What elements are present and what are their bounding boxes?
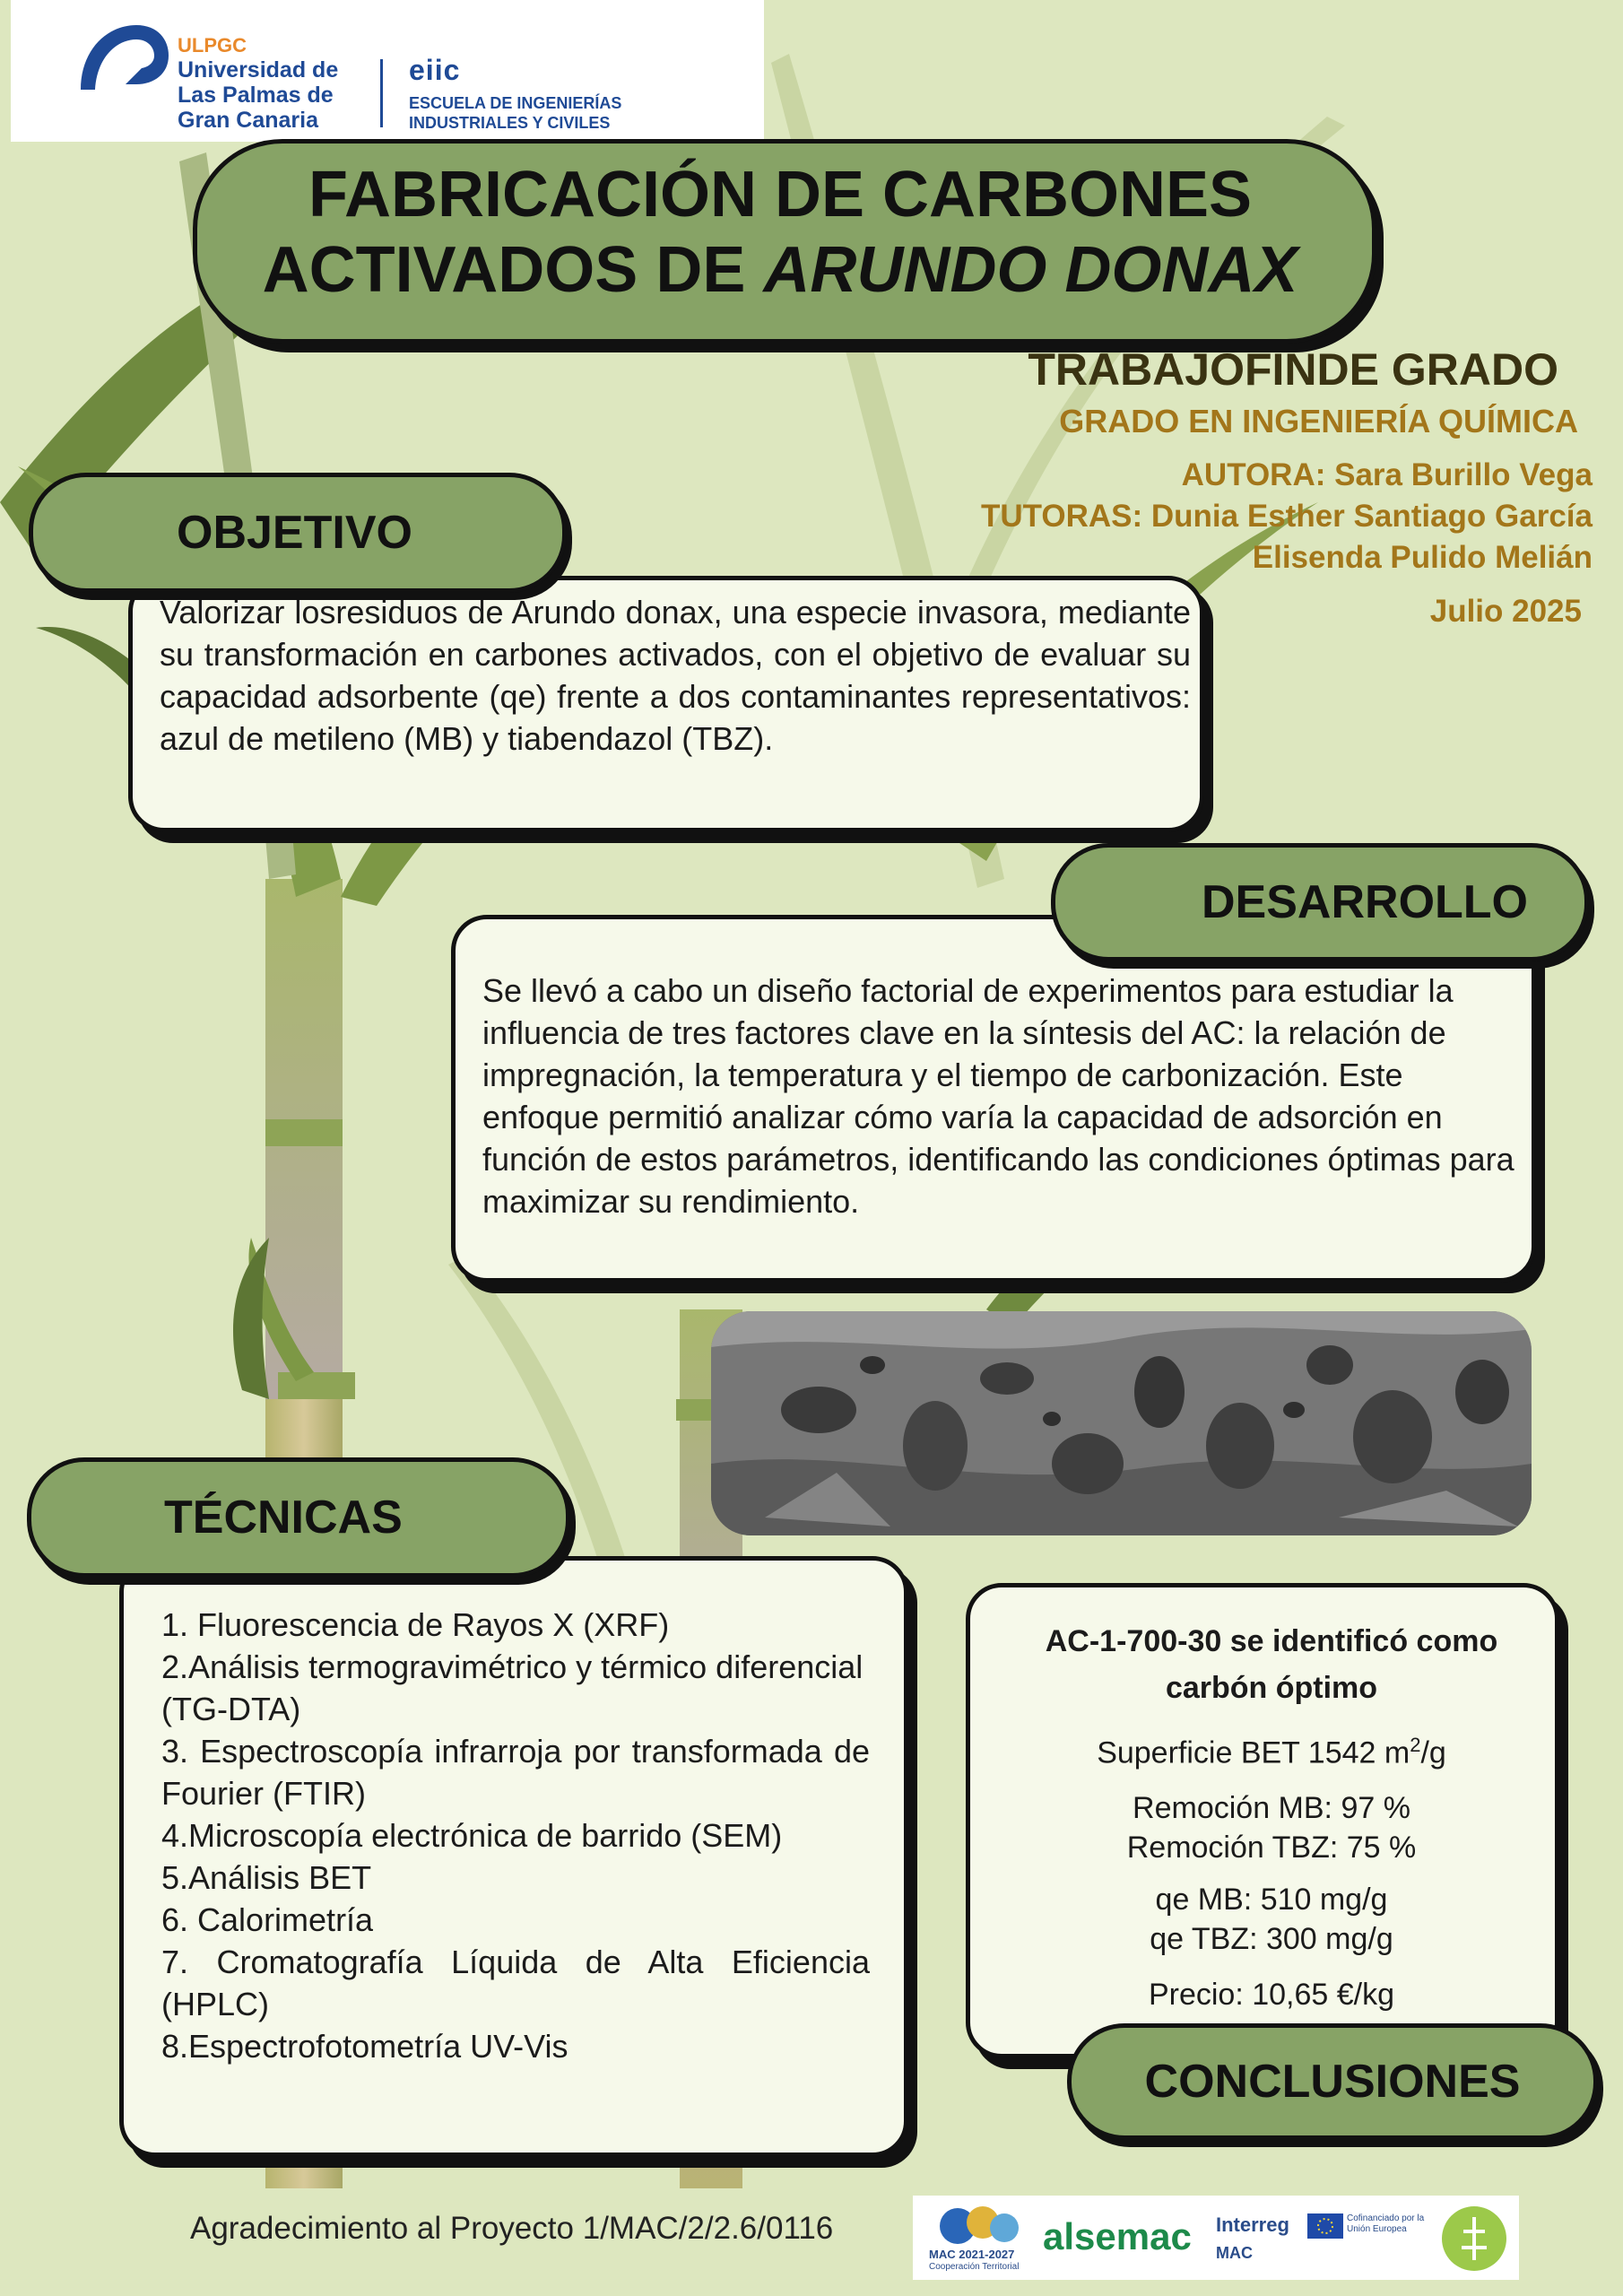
conclusions-card — [966, 1583, 1559, 2058]
conclusions-heading: CONCLUSIONES — [1144, 2056, 1521, 2108]
eu-flag-icon — [1307, 2213, 1343, 2239]
degree-name: GRADO EN INGENIERÍA QUÍMICA — [1059, 403, 1578, 439]
title-line-1: FABRICACIÓN DE CARBONES — [308, 159, 1253, 230]
mac-logo-sublabel: Cooperación Territorial — [929, 2262, 1020, 2272]
technique-item-5: 5.Análisis BET — [161, 1859, 372, 1896]
bet-surface-exponent: 2 — [1410, 1734, 1421, 1756]
objective-heading: OBJETIVO — [177, 507, 412, 559]
alsemac-logo: alsemac — [1043, 2215, 1192, 2257]
sem-micrograph-image — [711, 1311, 1532, 1535]
objective-card — [128, 576, 1204, 832]
techniques-list — [161, 1604, 870, 2067]
price: Precio: 10,65 €/kg — [1148, 1978, 1395, 2013]
mac-logo-label: MAC 2021-2027 — [929, 2248, 1015, 2261]
tutors: TUTORAS: Dunia Esther Santiago García — [981, 499, 1593, 534]
eu-cofinancing-label: Cofinanciado por la Unión Europea — [1347, 2213, 1425, 2234]
ulpgc-full-name: Universidad de Las Palmas de Gran Canaria — [178, 57, 339, 133]
title-line-2-italic: ARUNDO DONAX — [763, 234, 1298, 306]
title-line-2 — [193, 232, 1367, 308]
development-heading-pill — [1051, 843, 1589, 961]
qe-tbz: qe TBZ: 300 mg/g — [1150, 1922, 1393, 1957]
techniques-card — [119, 1556, 908, 2157]
eiic-brand: eiic — [409, 54, 461, 86]
interreg-mac-label: MAC — [1216, 2244, 1253, 2262]
date: Julio 2025 — [1429, 594, 1582, 629]
optimal-carbon-highlight: AC-1-700-30 se identificó como carbón óptimo — [1045, 1624, 1498, 1705]
development-card — [451, 915, 1536, 1283]
technique-item-7: 7. Cromatografía Líquida de Alta Eficiencia (HPLC) — [161, 1944, 870, 2022]
technique-item-6: 6. Calorimetría — [161, 1901, 374, 1938]
title-line-2-plain: ACTIVADOS DE — [262, 234, 764, 306]
removal-mb: Remoción MB: 97 % — [1133, 1791, 1410, 1826]
techniques-heading: TÉCNICAS — [164, 1492, 403, 1544]
tutor-2: Elisenda Pulido Melián — [1252, 540, 1593, 575]
author: AUTORA: Sara Burillo Vega — [1181, 457, 1593, 492]
bet-surface-text: Superficie BET 1542 m — [1097, 1735, 1410, 1770]
technique-item-2: 2.Análisis termogravimétrico y térmico diferencial (TG-DTA) — [161, 1648, 864, 1727]
technique-item-1: 1. Fluorescencia de Rayos X (XRF) — [161, 1606, 670, 1643]
objective-text: Valorizar losresiduos de Arundo donax, una especie invasora, mediante su transformación en carbones activados, con el objetivo de evaluar su capacidad adsorbente (qe) frente a dos contaminantes representativos: azul de metileno (MB) y tiabendazol (TBZ). — [160, 594, 1191, 757]
conclusions-content — [1002, 1618, 1541, 2014]
interreg-logo: Interreg — [1216, 2213, 1289, 2236]
development-text: Se llevó a cabo un diseño factorial de experimentos para estudiar la influencia de tres factores clave en la síntesis del AC: la relación de impregnación, la temperatura y el tiempo de carbonización. Este enfoque permitió analizar cómo varía la capacidad de adsorción en función de estos parámetros, identificando las condiciones óptimas para maximizar su rendimiento. — [482, 972, 1515, 1220]
conclusions-heading-pill — [1067, 2023, 1598, 2140]
acknowledgement: Agradecimiento al Proyecto 1/MAC/2/2.6/0116 — [190, 2211, 834, 2246]
techniques-heading-pill — [27, 1457, 570, 1578]
objective-heading-pill — [29, 473, 567, 593]
thesis-type: TRABAJOFINDE GRADO — [1028, 344, 1558, 395]
bet-surface-unit: /g — [1420, 1735, 1446, 1770]
removal-tbz: Remoción TBZ: 75 % — [1126, 1831, 1417, 1866]
green-project-badge-icon — [1440, 2205, 1508, 2273]
technique-item-8: 8.Espectrofotometría UV-Vis — [161, 2028, 568, 2065]
technique-item-4: 4.Microscopía electrónica de barrido (SEM) — [161, 1817, 783, 1854]
ulpgc-emblem-icon — [72, 18, 170, 99]
technique-item-3: 3. Espectroscopía infrarroja por transformada de Fourier (FTIR) — [161, 1733, 870, 1812]
ulpgc-short-name: ULPGC — [178, 34, 247, 57]
poster-title — [193, 157, 1367, 308]
development-heading: DESARROLLO — [1202, 876, 1528, 928]
logo-divider — [380, 59, 383, 127]
bet-surface — [1002, 1726, 1541, 1772]
mac-logo-icon — [931, 2203, 1029, 2248]
funding-logos — [913, 2196, 1519, 2280]
qe-mb: qe MB: 510 mg/g — [1155, 1883, 1388, 1918]
eiic-school-name: ESCUELA DE INGENIERÍAS INDUSTRIALES Y CIVILES — [409, 94, 622, 132]
